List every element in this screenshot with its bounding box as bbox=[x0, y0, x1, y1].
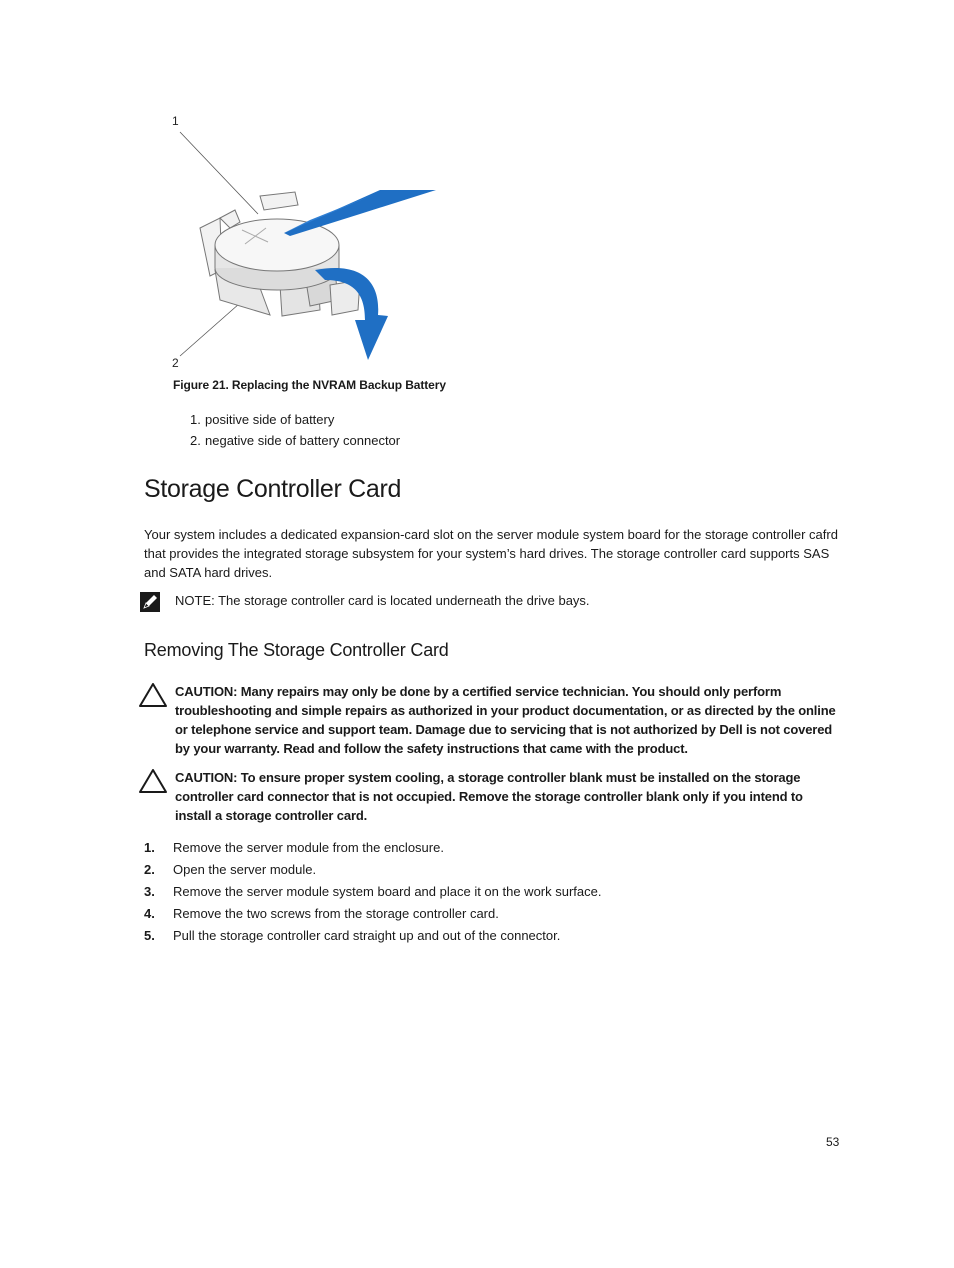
list-item: 3. Remove the server module system board and place it on the work surface. bbox=[144, 884, 602, 899]
legend-item: 2. negative side of battery connector bbox=[190, 433, 401, 448]
list-item: 5. Pull the storage controller card straight up and out of the connector. bbox=[144, 928, 561, 943]
page-number: 53 bbox=[826, 1135, 840, 1149]
section-title: Storage Controller Card bbox=[144, 475, 402, 503]
caution-text: CAUTION: To ensure proper system cooling, a storage controller blank must be installed on the storage controller card connector that is not occupied. Remove the storage controller blank only if you intend to install a storage controller card. bbox=[175, 770, 803, 823]
nvram-battery-illustration bbox=[160, 110, 460, 372]
callout-1: 1 bbox=[172, 114, 179, 128]
list-item: 4. Remove the two screws from the storage controller card. bbox=[144, 906, 499, 921]
warning-triangle-icon bbox=[138, 682, 168, 708]
legend-item: 1. positive side of battery bbox=[190, 412, 335, 427]
steps-list bbox=[144, 839, 602, 949]
pencil-note-icon bbox=[140, 592, 160, 612]
battery-figure bbox=[160, 110, 460, 372]
list-item: 2. Open the server module. bbox=[144, 862, 317, 877]
intro-paragraph: Your system includes a dedicated expansion-card slot on the server module system board for the storage controller cafrd that provides the integrated storage subsystem for your system’s hard drives. The storage controller card supports SAS and SATA hard drives. bbox=[144, 527, 838, 580]
warning-triangle-icon bbox=[138, 768, 168, 794]
callout-2: 2 bbox=[172, 356, 179, 370]
figure-legend bbox=[190, 409, 400, 451]
list-item: 1. Remove the server module from the enclosure. bbox=[144, 840, 444, 855]
note-text: NOTE: The storage controller card is located underneath the drive bays. bbox=[175, 593, 590, 608]
coin-battery bbox=[215, 219, 339, 290]
note-label: NOTE: bbox=[175, 593, 215, 608]
callout-line-1 bbox=[180, 132, 258, 214]
subsection-title: Removing The Storage Controller Card bbox=[144, 640, 449, 660]
figure-caption: Figure 21. Replacing the NVRAM Backup Battery bbox=[173, 378, 446, 392]
caution-text: CAUTION: Many repairs may only be done by a certified service technician. You should only perform troubleshooting and simple repairs as authorized in your product documentation, or as directed by the online or telephone service and support team. Damage due to servicing that is not authorized by Dell is not covered by your warranty. Read and follow the safety instructions that came with the product. bbox=[175, 684, 836, 756]
